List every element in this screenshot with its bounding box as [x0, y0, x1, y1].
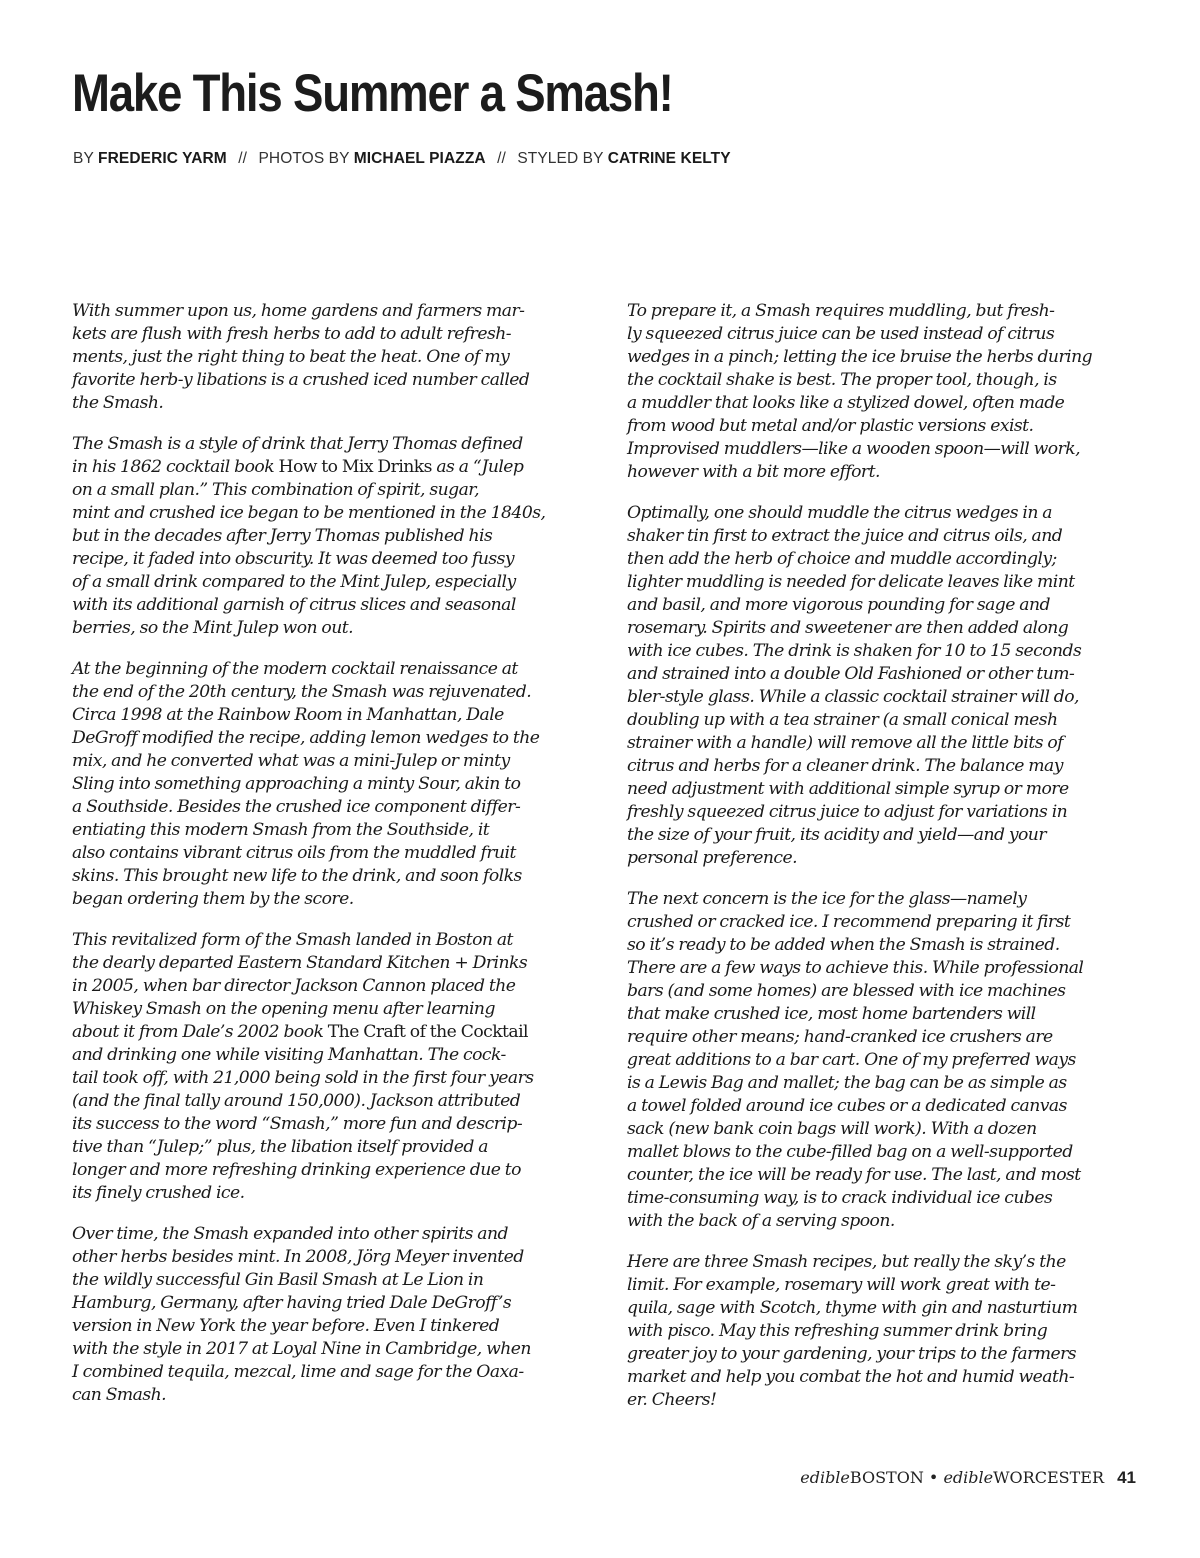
text-line: a towel folded around ice cubes or a dedicated canvas — [627, 1096, 1067, 1116]
text-line: the size of your fruit, its acidity and yield—and your — [627, 825, 1046, 845]
text-line: Here are three Smash recipes, but really the sky’s the — [627, 1252, 1066, 1272]
text-line: and strained into a double Old Fashioned or other tum- — [627, 664, 1075, 684]
text-line: market and help you combat the hot and humid weath- — [627, 1367, 1075, 1387]
paragraph-boston — [72, 929, 592, 1205]
text-line: rosemary. Spirits and sweetener are then added along — [627, 618, 1069, 638]
text-line: in 2005, when bar director Jackson Cannon placed the — [72, 976, 516, 996]
text-line: other herbs besides mint. In 2008, Jörg Meyer invented — [72, 1247, 524, 1267]
text-fragment: as a “Julep — [431, 457, 524, 477]
paragraph-renaissance — [72, 658, 592, 911]
text-line: a Southside. Besides the crushed ice component differ- — [72, 797, 521, 817]
byline-stylist: CATRINE KELTY — [607, 150, 731, 167]
text-line — [72, 456, 592, 479]
footer-brand-worcester: WORCESTER — [993, 1468, 1104, 1487]
paragraph-history — [72, 433, 592, 640]
text-line: bler-style glass. While a classic cocktail strainer will do, — [627, 687, 1079, 707]
text-line: is a Lewis Bag and mallet; the bag can be as simple as — [627, 1073, 1067, 1093]
byline-by-label: BY — [73, 150, 94, 167]
byline-photos-label: PHOTOS BY — [258, 150, 350, 167]
text-line: great additions to a bar cart. One of my preferred ways — [627, 1050, 1076, 1070]
text-line: mix, and he converted what was a mini-Julep or minty — [72, 751, 510, 771]
byline-separator: // — [238, 150, 248, 167]
footer-bullet: • — [928, 1468, 939, 1487]
text-line: the cocktail shake is best. The proper tool, though, is — [627, 370, 1057, 390]
text-line: also contains vibrant citrus oils from the muddled fruit — [72, 843, 516, 863]
footer-brand-boston: BOSTON — [849, 1468, 924, 1487]
text-line: however with a bit more effort. — [627, 462, 880, 482]
text-line: lighter muddling is needed for delicate leaves like mint — [627, 572, 1075, 592]
byline-photographer: MICHAEL PIAZZA — [353, 150, 486, 167]
text-fragment: in his 1862 cocktail book — [72, 457, 279, 477]
text-line: At the beginning of the modern cocktail renaissance at — [72, 659, 518, 679]
text-fragment: about it from Dale’s 2002 book — [72, 1022, 328, 1042]
text-line: There are a few ways to achieve this. While professional — [627, 958, 1084, 978]
text-line: the dearly departed Eastern Standard Kitchen + Drinks — [72, 953, 528, 973]
footer-edible: edible — [800, 1468, 850, 1487]
text-line: and basil, and more vigorous pounding for sage and — [627, 595, 1050, 615]
text-line: doubling up with a tea strainer (a small conical mesh — [627, 710, 1058, 730]
footer-edible: edible — [943, 1468, 994, 1487]
text-line: Whiskey Smash on the opening menu after learning — [72, 999, 495, 1019]
text-line: greater joy to your gardening, your trips to the farmers — [627, 1344, 1077, 1364]
text-line: skins. This brought new life to the drink, and soon folks — [72, 866, 522, 886]
text-line: sack (new bank coin bags will work). With a dozen — [627, 1119, 1037, 1139]
text-line: a muddler that looks like a stylized dowel, often made — [627, 393, 1065, 413]
text-line: Improvised muddlers—like a wooden spoon—will work, — [627, 439, 1081, 459]
text-line: shaker tin first to extract the juice and citrus oils, and — [627, 526, 1063, 546]
paragraph-recipes — [627, 1251, 1147, 1412]
text-line: entiating this modern Smash from the Southside, it — [72, 820, 490, 840]
text-line: ly squeezed citrus juice can be used instead of citrus — [627, 324, 1055, 344]
text-line: with the back of a serving spoon. — [627, 1211, 895, 1231]
text-line: strainer with a handle) will remove all the little bits of — [627, 733, 1063, 753]
article-title: Make This Summer a Smash! — [72, 64, 673, 123]
byline-separator: // — [497, 150, 506, 167]
byline — [73, 149, 731, 169]
byline-author: FREDERIC YARM — [98, 150, 227, 167]
text-line: began ordering them by the score. — [72, 889, 354, 909]
text-line: need adjustment with additional simple syrup or more — [627, 779, 1069, 799]
text-line: longer and more refreshing drinking experience due to — [72, 1160, 521, 1180]
text-line: of a small drink compared to the Mint Julep, especially — [72, 572, 516, 592]
text-line: The next concern is the ice for the glass—namely — [627, 889, 1027, 909]
text-line: freshly squeezed citrus juice to adjust for variations in — [627, 802, 1068, 822]
book-title: The Craft of the Cocktail — [327, 1022, 529, 1042]
text-line: its success to the word “Smash,” more fun and descrip- — [72, 1114, 523, 1134]
text-line: kets are flush with fresh herbs to add to adult refresh- — [72, 324, 512, 344]
text-line: the wildly successful Gin Basil Smash at Le Lion in — [72, 1270, 484, 1290]
text-line: that make crushed ice, most home bartenders will — [627, 1004, 1036, 1024]
text-line: with ice cubes. The drink is shaken for 10 to 15 seconds — [627, 641, 1082, 661]
text-line: berries, so the Mint Julep won out. — [72, 618, 354, 638]
text-line: counter, the ice will be ready for use. The last, and most — [627, 1165, 1081, 1185]
byline-styled-label: STYLED BY — [517, 150, 604, 167]
text-line: quila, sage with Scotch, thyme with gin and nasturtium — [627, 1298, 1078, 1318]
text-line: Sling into something approaching a minty Sour, akin to — [72, 774, 521, 794]
paragraph-intro — [72, 300, 592, 415]
text-line: Over time, the Smash expanded into other spirits and — [72, 1224, 508, 1244]
text-line: tive than “Julep;” plus, the libation itself provided a — [72, 1137, 488, 1157]
text-line: I combined tequila, mezcal, lime and sage for the Oaxa- — [72, 1362, 524, 1382]
paragraph-expansion — [72, 1223, 592, 1407]
text-line — [72, 1021, 592, 1044]
text-line: on a small plan.” This combination of spirit, sugar, — [72, 480, 479, 500]
text-line: To prepare it, a Smash requires muddling, but fresh- — [627, 301, 1055, 321]
text-line: and drinking one while visiting Manhattan. The cock- — [72, 1045, 506, 1065]
text-line: crushed or cracked ice. I recommend preparing it first — [627, 912, 1071, 932]
text-line: citrus and herbs for a cleaner drink. The balance may — [627, 756, 1063, 776]
text-line: bars (and some homes) are blessed with ice machines — [627, 981, 1066, 1001]
text-line: tail took off, with 21,000 being sold in the first four years — [72, 1068, 534, 1088]
paragraph-ice — [627, 888, 1147, 1233]
text-line: ments, just the right thing to beat the heat. One of my — [72, 347, 510, 367]
left-column — [72, 300, 592, 1425]
right-column — [627, 300, 1147, 1430]
text-line: With summer upon us, home gardens and farmers mar- — [72, 301, 525, 321]
text-line: mallet blows to the cube-filled bag on a well-supported — [627, 1142, 1073, 1162]
text-line: This revitalized form of the Smash landed in Boston at — [72, 930, 513, 950]
text-line: Circa 1998 at the Rainbow Room in Manhattan, Dale — [72, 705, 504, 725]
text-line: so it’s ready to be added when the Smash is strained. — [627, 935, 1060, 955]
text-line: but in the decades after Jerry Thomas published his — [72, 526, 493, 546]
text-line: then add the herb of choice and muddle accordingly; — [627, 549, 1057, 569]
text-line: recipe, it faded into obscurity. It was deemed too fussy — [72, 549, 515, 569]
page-number: 41 — [1117, 1468, 1136, 1487]
text-line: The Smash is a style of drink that Jerry Thomas defined — [72, 434, 523, 454]
text-line: from wood but metal and/or plastic versions exist. — [627, 416, 1034, 436]
text-line: Hamburg, Germany, after having tried Dale DeGroff’s — [72, 1293, 512, 1313]
paragraph-preparation — [627, 300, 1147, 484]
text-line: with pisco. May this refreshing summer drink bring — [627, 1321, 1048, 1341]
book-title: How to Mix Drinks — [278, 457, 432, 477]
text-line: its finely crushed ice. — [72, 1183, 245, 1203]
page-footer — [800, 1466, 1136, 1490]
text-line: mint and crushed ice began to be mentioned in the 1840s, — [72, 503, 546, 523]
text-line: the end of the 20th century, the Smash was rejuvenated. — [72, 682, 532, 702]
text-line: Optimally, one should muddle the citrus wedges in a — [627, 503, 1052, 523]
text-line: time-consuming way, is to crack individual ice cubes — [627, 1188, 1053, 1208]
text-line: with its additional garnish of citrus slices and seasonal — [72, 595, 516, 615]
text-line: wedges in a pinch; letting the ice bruise the herbs during — [627, 347, 1093, 367]
text-line: require other means; hand-cranked ice crushers are — [627, 1027, 1053, 1047]
text-line: with the style in 2017 at Loyal Nine in Cambridge, when — [72, 1339, 531, 1359]
text-line: limit. For example, rosemary will work great with te- — [627, 1275, 1056, 1295]
paragraph-muddling — [627, 502, 1147, 870]
text-line: (and the final tally around 150,000). Jackson attributed — [72, 1091, 521, 1111]
text-line: er. Cheers! — [627, 1390, 717, 1410]
text-line: the Smash. — [72, 393, 164, 413]
text-line: can Smash. — [72, 1385, 167, 1405]
text-line: favorite herb-y libations is a crushed iced number called — [72, 370, 530, 390]
text-line: version in New York the year before. Even I tinkered — [72, 1316, 500, 1336]
text-line: DeGroff modified the recipe, adding lemon wedges to the — [72, 728, 540, 748]
text-line: personal preference. — [627, 848, 797, 868]
